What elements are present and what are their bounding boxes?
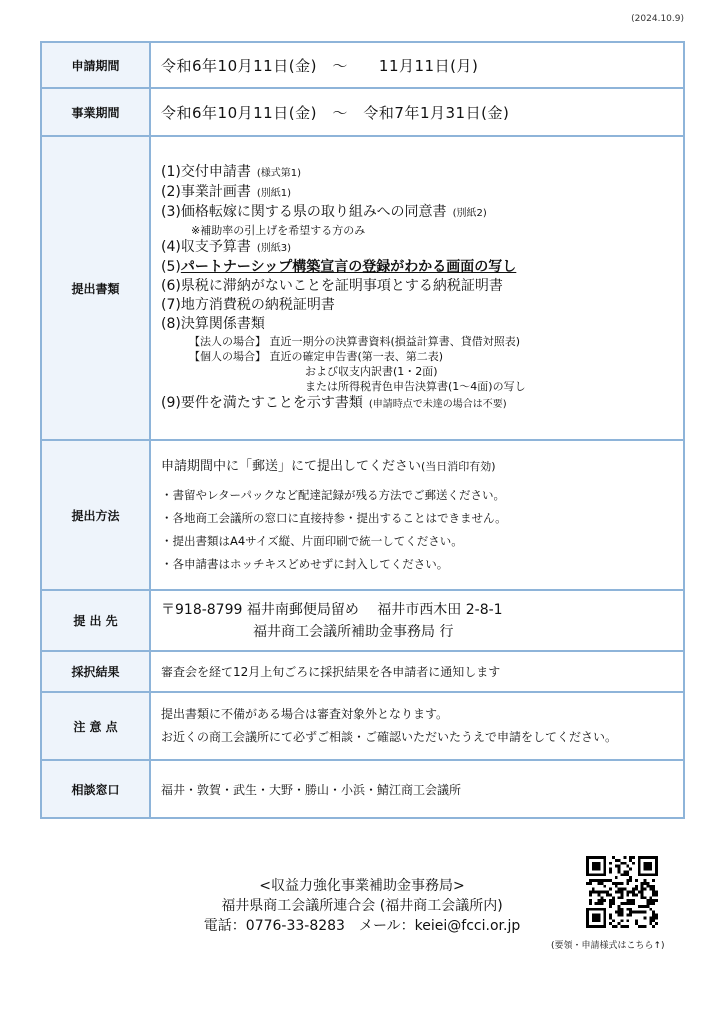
qr-caption: (要領・申請様式はこちら↑) <box>551 941 665 951</box>
method-bullet-2: ・各地商工会議所の窓口に直接持参・提出することはできません。 <box>161 510 507 525</box>
value-application-period <box>150 42 684 88</box>
row-documents <box>41 136 684 440</box>
project-period-text: 令和6年10月11日(金) ～ 令和7年1月31日(金) <box>161 103 510 122</box>
document-date: (2024.10.9) <box>631 14 684 24</box>
method-bullet-1: ・書留やレターパックなど配達記録が残る方法でご郵送ください。 <box>161 487 505 502</box>
footer-office-title: <収益力強化事業補助金事務局> <box>259 878 465 894</box>
doc-indiv-line-3: または所得税青色申告決算書(1～4面)の写し <box>305 379 526 393</box>
row-result <box>41 651 684 692</box>
row-application-period <box>41 42 684 88</box>
row-method <box>41 440 684 590</box>
qr-code[interactable] <box>586 856 658 928</box>
doc-item-9 <box>161 394 683 414</box>
doc-item-1-text: (1)交付申請書 <box>161 163 251 180</box>
value-project-period <box>150 88 684 136</box>
doc-indiv-line <box>161 349 683 364</box>
method-heading-text: 申請期間中に「郵送」にて提出してください <box>161 458 422 474</box>
value-destination <box>150 590 684 651</box>
row-destination <box>41 590 684 651</box>
destination-line-2: 福井商工会議所補助金事務局 行 <box>253 623 454 640</box>
doc-item-3-note: (別紙2) <box>452 207 487 219</box>
footer-organization: 福井県商工会議所連合会 (福井商工会議所内) <box>221 898 503 914</box>
doc-item-5-text: パートナーシップ構築宣言の登録がわかる画面の写し <box>180 258 517 275</box>
value-method <box>150 440 684 590</box>
value-notes <box>150 692 684 760</box>
method-heading-note: (当日消印有効) <box>421 459 496 473</box>
doc-item-5-prefix: (5) <box>161 258 181 275</box>
doc-item-4-note: (別紙3) <box>256 242 292 254</box>
info-table <box>40 41 685 819</box>
row-project-period <box>41 88 684 136</box>
row-notes <box>41 692 684 760</box>
row-consult <box>41 760 684 818</box>
value-documents <box>150 136 684 440</box>
doc-item-9-note: (申請時点で未達の場合は不要) <box>368 398 507 410</box>
doc-item-2 <box>161 183 683 203</box>
doc-item-4 <box>161 238 683 258</box>
method-bullet-3: ・提出書類はA4サイズ縦、片面印刷で統一してください。 <box>161 533 463 548</box>
label-application-period: 申請期間 <box>41 42 150 88</box>
doc-item-1-note: (様式第1) <box>256 167 302 179</box>
doc-item-4-text: (4)収支予算書 <box>161 238 251 255</box>
doc-item-5 <box>161 258 683 277</box>
label-method: 提出方法 <box>41 440 150 590</box>
doc-item-1 <box>161 163 683 183</box>
label-documents: 提出書類 <box>41 136 150 440</box>
footer-contact: 電話：0776-33-8283 メール：keiei@fcci.or.jp <box>203 918 521 934</box>
doc-item-8: (8)決算関係書類 <box>161 315 265 332</box>
doc-item-2-note: (別紙1) <box>256 187 292 199</box>
doc-item-6: (6)県税に滞納がないことを証明事項とする納税証明書 <box>161 277 503 294</box>
notes-line-2: お近くの商工会議所にて必ずご相談・ご確認いただいたうえで申請をしてください。 <box>161 730 618 744</box>
doc-item-3-text: (3)価格転嫁に関する県の取り組みへの同意書 <box>161 203 447 220</box>
label-destination: 提 出 先 <box>41 590 150 651</box>
application-period-text: 令和6年10月11日(金) ～ 11月11日(月) <box>161 56 479 75</box>
doc-indiv-line-2: および収支内訳書(1・2面) <box>305 364 438 378</box>
doc-item-3-sub: ※補助率の引上げを希望する方のみ <box>191 223 366 237</box>
value-consult: 福井・敦賀・武生・大野・勝山・小浜・鯖江商工会議所 <box>150 760 684 818</box>
doc-item-7: (7)地方消費税の納税証明書 <box>161 296 335 313</box>
corp-label: 【法人の場合】 <box>189 334 266 348</box>
indiv-label: 【個人の場合】 <box>189 349 266 363</box>
value-result: 審査会を経て12月上旬ごろに採択結果を各申請者に通知します <box>150 651 684 692</box>
label-result: 採択結果 <box>41 651 150 692</box>
label-project-period: 事業期間 <box>41 88 150 136</box>
notes-line-1: 提出書類に不備がある場合は審査対象外となります。 <box>161 707 449 721</box>
doc-corp-line <box>161 334 683 349</box>
corp-text: 直近一期分の決算書資料(損益計算書、貸借対照表) <box>269 334 521 348</box>
destination-line-1: 〒918-8799 福井南郵便局留め 福井市西木田 2-8-1 <box>161 601 503 618</box>
doc-item-9-text: (9)要件を満たすことを示す書類 <box>161 394 363 411</box>
label-notes: 注 意 点 <box>41 692 150 760</box>
doc-item-3 <box>161 203 683 223</box>
indiv-text-1: 直近の確定申告書(第一表、第二表) <box>269 349 444 363</box>
method-bullet-4: ・各申請書はホッチキスどめせずに封入してください。 <box>161 556 449 571</box>
label-consult: 相談窓口 <box>41 760 150 818</box>
method-heading <box>161 455 683 474</box>
doc-item-2-text: (2)事業計画書 <box>161 183 251 200</box>
